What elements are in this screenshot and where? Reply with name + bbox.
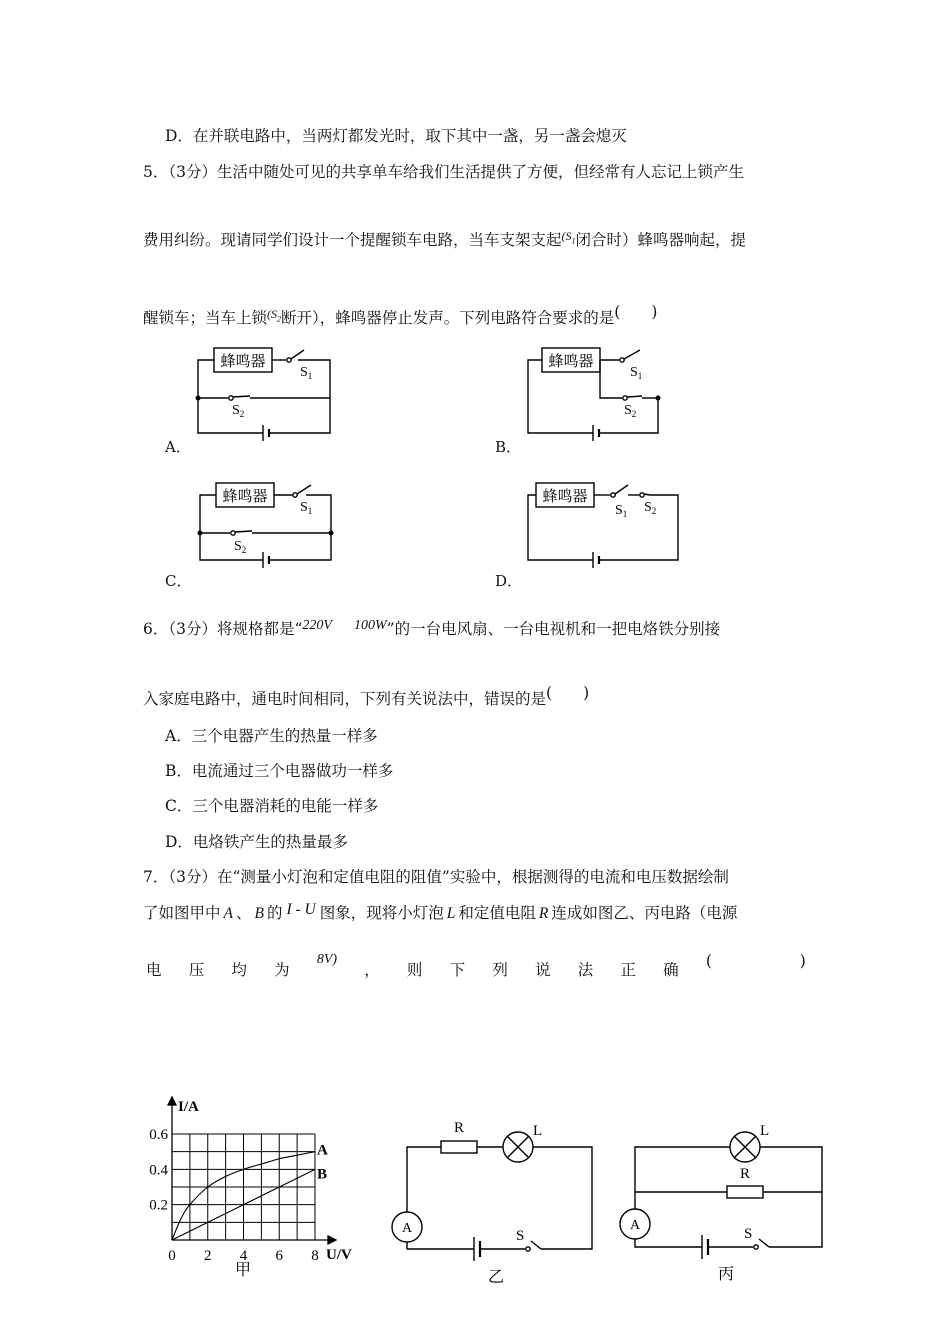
q6-line1-text-b: ”的一台电风扇、一台电视机和一把电烙铁分别接 (386, 620, 721, 638)
wire (407, 1242, 474, 1249)
buzzer-label: 蜂鸣器 (542, 489, 588, 505)
q7-line3 (146, 952, 806, 980)
graph-grid (172, 1134, 315, 1240)
y-tick-label: 0.6 (149, 1127, 168, 1143)
q5-paren: ( (267, 307, 272, 321)
q7-char: 正 (620, 961, 636, 979)
q5-line1: 5．（3分）生活中随处可见的共享单车给我们生活提供了方便，但经常有人忘记上锁产生 (143, 163, 744, 181)
q7-char: 电 (146, 961, 162, 979)
s1-label (300, 500, 312, 516)
y-tick-label: 0.2 (149, 1197, 168, 1214)
ammeter-label: A (401, 1221, 413, 1236)
q5-sub: 2 (277, 314, 282, 324)
s1-label (615, 503, 627, 519)
q5-line3-text-b: 断开），蜂鸣器停止发声。下列电路符合要求的是 (281, 309, 615, 327)
q6-option-a: A．三个电器产生的热量一样多 (165, 727, 378, 745)
x-tick-label: 2 (204, 1248, 212, 1264)
q7-char: 列 (492, 961, 508, 979)
q5-option-b: B． (495, 438, 522, 456)
q7-answer-bracket (706, 952, 806, 974)
q7-iu: I - U (286, 901, 316, 918)
series-a-label: A (317, 1142, 328, 1159)
q5-line2-text-b: 闭合时）蜂鸣器响起，提 (575, 231, 747, 249)
q7-text: 图象，现将小灯泡 (319, 904, 444, 922)
y-tick-label: 0.4 (149, 1162, 168, 1179)
bracket-right: ) (799, 952, 806, 970)
q6-line2-text: 入家庭电路中，通电时间相同，下列有关说法中，错误的是 (143, 690, 547, 708)
y-axis-label: I/A (178, 1099, 199, 1115)
s-letter: S (234, 539, 242, 554)
q6-power: 100W (353, 618, 387, 633)
q6-voltage: 220V (302, 618, 332, 633)
graph-labels (149, 1099, 352, 1279)
s-label: S (744, 1226, 753, 1242)
q7-var-b: B (254, 905, 264, 922)
resistor-r (727, 1186, 763, 1198)
q6-answer-bracket: ( ) (546, 684, 590, 702)
q6-line1-text-a: 6．（3分）将规格都是“ (143, 620, 303, 638)
series-b-label: B (317, 1166, 328, 1183)
wire (635, 1147, 730, 1209)
s2-label (234, 539, 246, 555)
q5-sub: 1 (571, 236, 576, 246)
q7-voltage: 8V) (316, 952, 338, 967)
q7-text: 的 (266, 904, 283, 922)
q7-char: 则 (406, 961, 423, 979)
q5-var-s: S (565, 229, 572, 243)
s-label: S (516, 1228, 525, 1244)
q7-char: 均 (231, 961, 247, 979)
s-letter: S (630, 365, 638, 380)
q5-line2-s1 (561, 229, 576, 246)
wire (760, 1147, 822, 1247)
switch-s-pivot (526, 1247, 530, 1251)
q7-char: 确 (663, 961, 679, 979)
q7-char: ， (364, 961, 380, 979)
q7-text: 和定值电阻 (458, 904, 536, 922)
bracket-left: ( (705, 952, 712, 970)
q6-option-d: D．电烙铁产生的热量最多 (165, 833, 348, 851)
r-label: R (739, 1166, 751, 1182)
buzzer-label: 蜂鸣器 (220, 354, 266, 370)
q7-line2 (143, 901, 737, 923)
q7-line1: 7．（3分）在“测量小灯泡和定值电阻的阻值”实验中，根据测得的电流和电压数据绘制 (143, 868, 729, 886)
x-tick-label: 8 (311, 1248, 319, 1264)
q5-line2-text-a: 费用纠纷。现请同学们设计一个提醒锁车电路，当车支架支起 (143, 231, 562, 249)
fig-caption-yi: 乙 (487, 1269, 505, 1286)
q7-var-a: A (223, 905, 233, 922)
q7-text: 了如图甲中 (143, 904, 221, 922)
s2-label (624, 403, 636, 419)
x-axis-arrow (328, 1236, 336, 1244)
q5-option-d: D． (495, 572, 523, 590)
q6-line1 (143, 617, 720, 639)
q5-line3 (143, 300, 657, 328)
q5-paren: ( (561, 229, 566, 243)
s-letter: S (300, 500, 308, 515)
resistor-r (441, 1141, 477, 1153)
s-letter: S (644, 500, 652, 515)
q7-char: 压 (188, 961, 205, 979)
s1-label (630, 365, 642, 381)
switch-s (759, 1239, 769, 1247)
s-sub: 2 (239, 409, 245, 419)
q7-char: 为 (274, 961, 290, 979)
q7-sep: 、 (235, 904, 252, 922)
l-label: L (760, 1123, 770, 1139)
q6-option-c: C．三个电器消耗的电能一样多 (165, 797, 379, 815)
q6-option-b: B．电流通过三个电器做功一样多 (165, 762, 394, 780)
q5-option-c: C． (165, 572, 192, 590)
q5-line2 (143, 228, 746, 250)
q7-text: 连成如图乙、丙电路（电源 (551, 904, 738, 922)
s2-label (232, 403, 244, 419)
fig-caption-jia: 甲 (234, 1262, 252, 1279)
buzzer-label: 蜂鸣器 (222, 489, 268, 505)
q6-line2 (143, 681, 589, 709)
s-sub: 1 (622, 509, 628, 519)
s-sub: 1 (307, 506, 313, 516)
q7-var-r: R (538, 905, 549, 922)
q5-circuit-b (520, 340, 670, 440)
x-tick-label: 4 (239, 1248, 248, 1264)
q5-option-a: A． (165, 438, 191, 456)
q7-char: 下 (449, 961, 466, 979)
x-axis-label: U/V (326, 1247, 352, 1263)
s-letter: S (300, 365, 308, 380)
s-letter: S (615, 503, 623, 518)
wire (407, 1147, 441, 1212)
q5-circuit-c (190, 476, 340, 576)
q7-circuit-bing (616, 1115, 831, 1290)
q5-line3-text-a: 醒锁车；当车上锁 (143, 309, 268, 327)
s-sub: 1 (307, 371, 313, 381)
q7-graph-jia (140, 1092, 370, 1292)
buzzer-label: 蜂鸣器 (548, 354, 594, 370)
s-sub: 2 (651, 506, 657, 516)
q5-answer-bracket: ( ) (614, 303, 658, 321)
fig-caption-bing: 丙 (717, 1266, 735, 1283)
s-sub: 2 (241, 545, 247, 555)
q4-option-d: D．在并联电路中，当两灯都发光时，取下其中一盏，另一盏会熄灭 (165, 127, 627, 145)
q5-var-s: S (271, 307, 278, 321)
x-tick-label: 0 (168, 1248, 176, 1264)
ammeter-label: A (629, 1218, 641, 1233)
q7-char: 法 (577, 961, 594, 979)
q5-circuit-d (520, 476, 690, 576)
wire (533, 1147, 592, 1249)
r-label: R (453, 1120, 465, 1136)
q5-line3-s2 (267, 307, 282, 324)
switch-s-pivot (754, 1245, 758, 1249)
s-sub: 2 (631, 409, 637, 419)
q7-char: 说 (535, 961, 551, 979)
s1-label (300, 365, 312, 381)
switch-s (531, 1241, 541, 1249)
x-tick-label: 6 (275, 1248, 283, 1264)
s2-label (644, 500, 656, 516)
l-label: L (533, 1123, 543, 1139)
y-axis-arrow (168, 1097, 176, 1105)
q7-var-l: L (446, 905, 456, 922)
wire (635, 1239, 702, 1247)
s-sub: 1 (637, 371, 643, 381)
s-letter: S (232, 403, 240, 418)
s-letter: S (624, 403, 632, 418)
q5-circuit-a (190, 340, 340, 440)
q7-circuit-yi (388, 1115, 598, 1290)
